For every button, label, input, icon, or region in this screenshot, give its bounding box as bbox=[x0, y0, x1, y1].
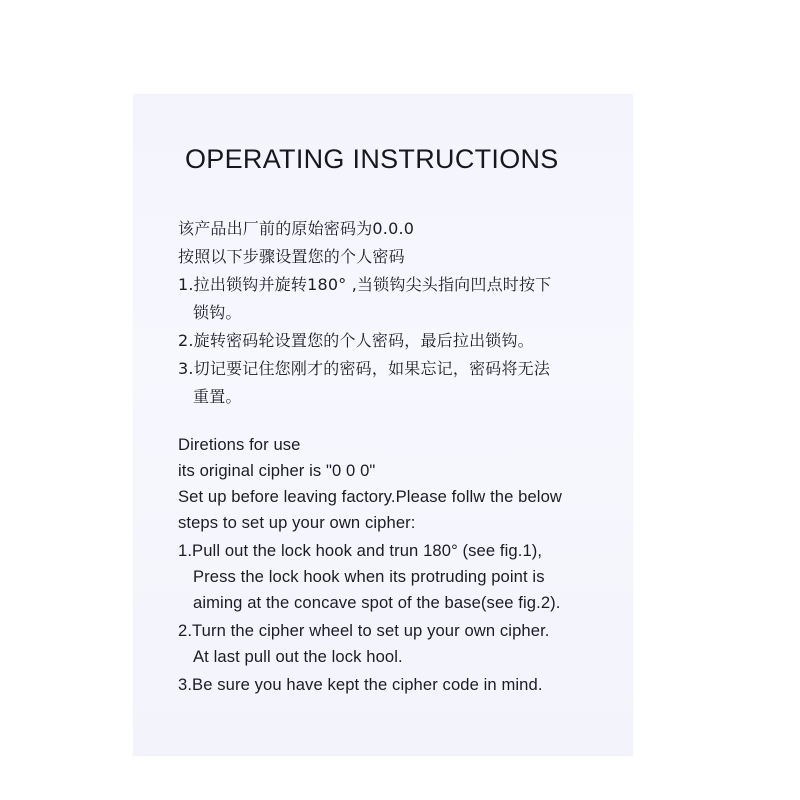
cn-line-6: 3.切记要记住您刚才的密码，如果忘记，密码将无法 bbox=[178, 359, 551, 378]
card-title: OPERATING INSTRUCTIONS bbox=[185, 144, 559, 174]
en-line-4: steps to set up your own cipher: bbox=[178, 513, 416, 532]
en-line-1: Diretions for use bbox=[178, 435, 301, 454]
cn-line-3: 1.拉出锁钩并旋转180° ,当锁钩尖头指向凹点时按下 bbox=[178, 275, 552, 294]
en-line-9: At last pull out the lock hool. bbox=[193, 647, 403, 666]
cn-line-4: 锁钩。 bbox=[193, 303, 242, 322]
en-line-5: 1.Pull out the lock hook and trun 180° (see fig.1), bbox=[178, 541, 543, 560]
en-line-8: 2.Turn the cipher wheel to set up your own cipher. bbox=[178, 621, 550, 640]
en-line-2: its original cipher is "0 0 0" bbox=[178, 461, 376, 480]
en-line-6: Press the lock hook when its protruding point is bbox=[193, 567, 545, 586]
cn-line-5: 2.旋转密码轮设置您的个人密码，最后拉出锁钩。 bbox=[178, 331, 534, 350]
en-line-7: aiming at the concave spot of the base(see fig.2). bbox=[193, 593, 561, 612]
en-line-10: 3.Be sure you have kept the cipher code in mind. bbox=[178, 675, 543, 694]
cn-line-2: 按照以下步骤设置您的个人密码 bbox=[178, 247, 405, 266]
en-line-3: Set up before leaving factory.Please follw the below bbox=[178, 487, 563, 506]
cn-line-1: 该产品出厂前的原始密码为0.0.0 bbox=[178, 219, 415, 238]
cn-line-7: 重置。 bbox=[193, 387, 242, 406]
instruction-card bbox=[133, 94, 633, 756]
